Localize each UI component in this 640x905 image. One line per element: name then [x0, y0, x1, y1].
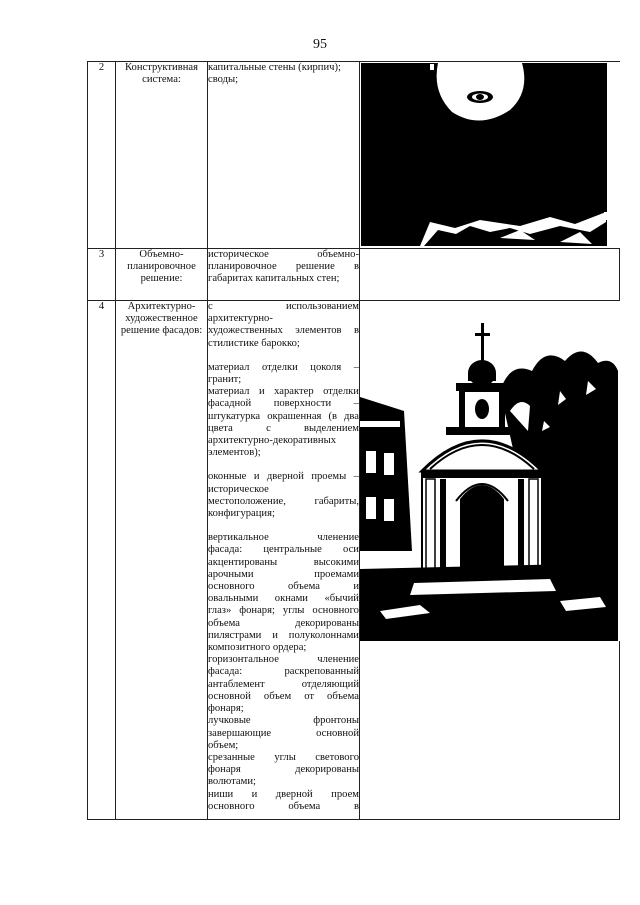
chapel-photo	[360, 301, 620, 641]
description-line: планировочное решение в	[208, 261, 359, 273]
description-line: с использованием	[208, 301, 359, 312]
description-line: элементов);	[208, 447, 261, 459]
description-line: фасада: центральные оси	[208, 544, 359, 556]
description-line: местоположение, габариты,	[208, 495, 359, 507]
description-line: лучковые фронтоны	[208, 715, 359, 727]
paragraph-gap	[208, 459, 359, 471]
description-line: габаритах капитальных стен;	[208, 273, 340, 285]
name-line: Конструктивная	[125, 62, 198, 73]
description-line: фонаря декорированы	[208, 764, 359, 776]
description-line: завершающие основной	[208, 727, 359, 739]
description-line: арочными проемами	[208, 568, 359, 580]
table-row	[88, 249, 620, 301]
name-line: художественное	[125, 313, 198, 325]
description-line: архитектурно-	[208, 313, 273, 325]
description-line: своды;	[208, 74, 239, 86]
row-description	[208, 62, 360, 249]
description-line: гранит;	[208, 374, 242, 386]
description-line: архитектурно-декоративных	[208, 435, 336, 447]
description-line: объем;	[208, 739, 239, 751]
row-number: 4	[88, 301, 116, 820]
description-line: художественных элементов в	[208, 325, 359, 337]
table-row	[88, 301, 620, 820]
name-line: решение:	[140, 273, 183, 285]
description-line: стилистике барокко;	[208, 337, 300, 349]
heritage-table	[87, 61, 620, 820]
description-line: пилястрами и полуколоннами	[208, 629, 359, 641]
description-line: материал отделки цоколя –	[208, 361, 359, 373]
row-name	[116, 62, 208, 249]
description-line: композитного ордера;	[208, 642, 307, 654]
name-line: система:	[142, 74, 181, 86]
row-number: 3	[88, 249, 116, 301]
description-line: волютами;	[208, 776, 256, 788]
name-line: планировочное	[127, 261, 196, 273]
description-line: штукатурка окрашенная (в два	[208, 410, 359, 422]
row-description	[208, 301, 360, 820]
description-line: фасада: раскрепованный	[208, 666, 359, 678]
description-line: конфигурация;	[208, 508, 275, 520]
name-line: решение фасадов:	[120, 325, 203, 337]
description-line: капитальные стены (кирпич);	[208, 62, 341, 73]
photo-cell-empty	[360, 249, 620, 301]
description-line: основного объема в	[208, 800, 359, 812]
description-line: основного объема и	[208, 581, 359, 593]
description-line: горизонтальное членение	[208, 654, 359, 666]
paragraph-gap	[208, 520, 359, 532]
row-description	[208, 249, 360, 301]
construction-photo	[360, 62, 620, 248]
description-line: фасадной поверхности –	[208, 398, 359, 410]
description-line: ниши и дверной проем	[208, 788, 359, 800]
paragraph-gap	[208, 350, 359, 362]
photo-cell	[360, 301, 620, 820]
table-row	[88, 62, 620, 249]
description-line: акцентированы высокими	[208, 556, 359, 568]
name-line: Объемно-	[139, 249, 184, 260]
name-line: Архитектурно-	[127, 301, 196, 312]
description-line: историческое объемно-	[208, 249, 359, 260]
photo-cell	[360, 62, 620, 249]
description-line: вертикальное членение	[208, 532, 359, 544]
row-name	[116, 301, 208, 820]
description-line: цвета с выделением	[208, 422, 359, 434]
description-line: фонаря;	[208, 703, 244, 715]
description-line: глаз» фонаря; углы основного	[208, 605, 359, 617]
description-line: объема декорированы	[208, 617, 359, 629]
description-line: овальными окнами «бычий	[208, 593, 359, 605]
page-number: 95	[313, 37, 327, 52]
description-line: историческое	[208, 483, 269, 495]
description-line: срезанные углы светового	[208, 751, 359, 763]
description-line: материал и характер отделки	[208, 386, 359, 398]
description-line: оконные и дверной проемы –	[208, 471, 359, 483]
description-line: основной объем от объема	[208, 690, 359, 702]
row-number: 2	[88, 62, 116, 249]
description-line: антаблемент отделяющий	[208, 678, 359, 690]
row-name	[116, 249, 208, 301]
